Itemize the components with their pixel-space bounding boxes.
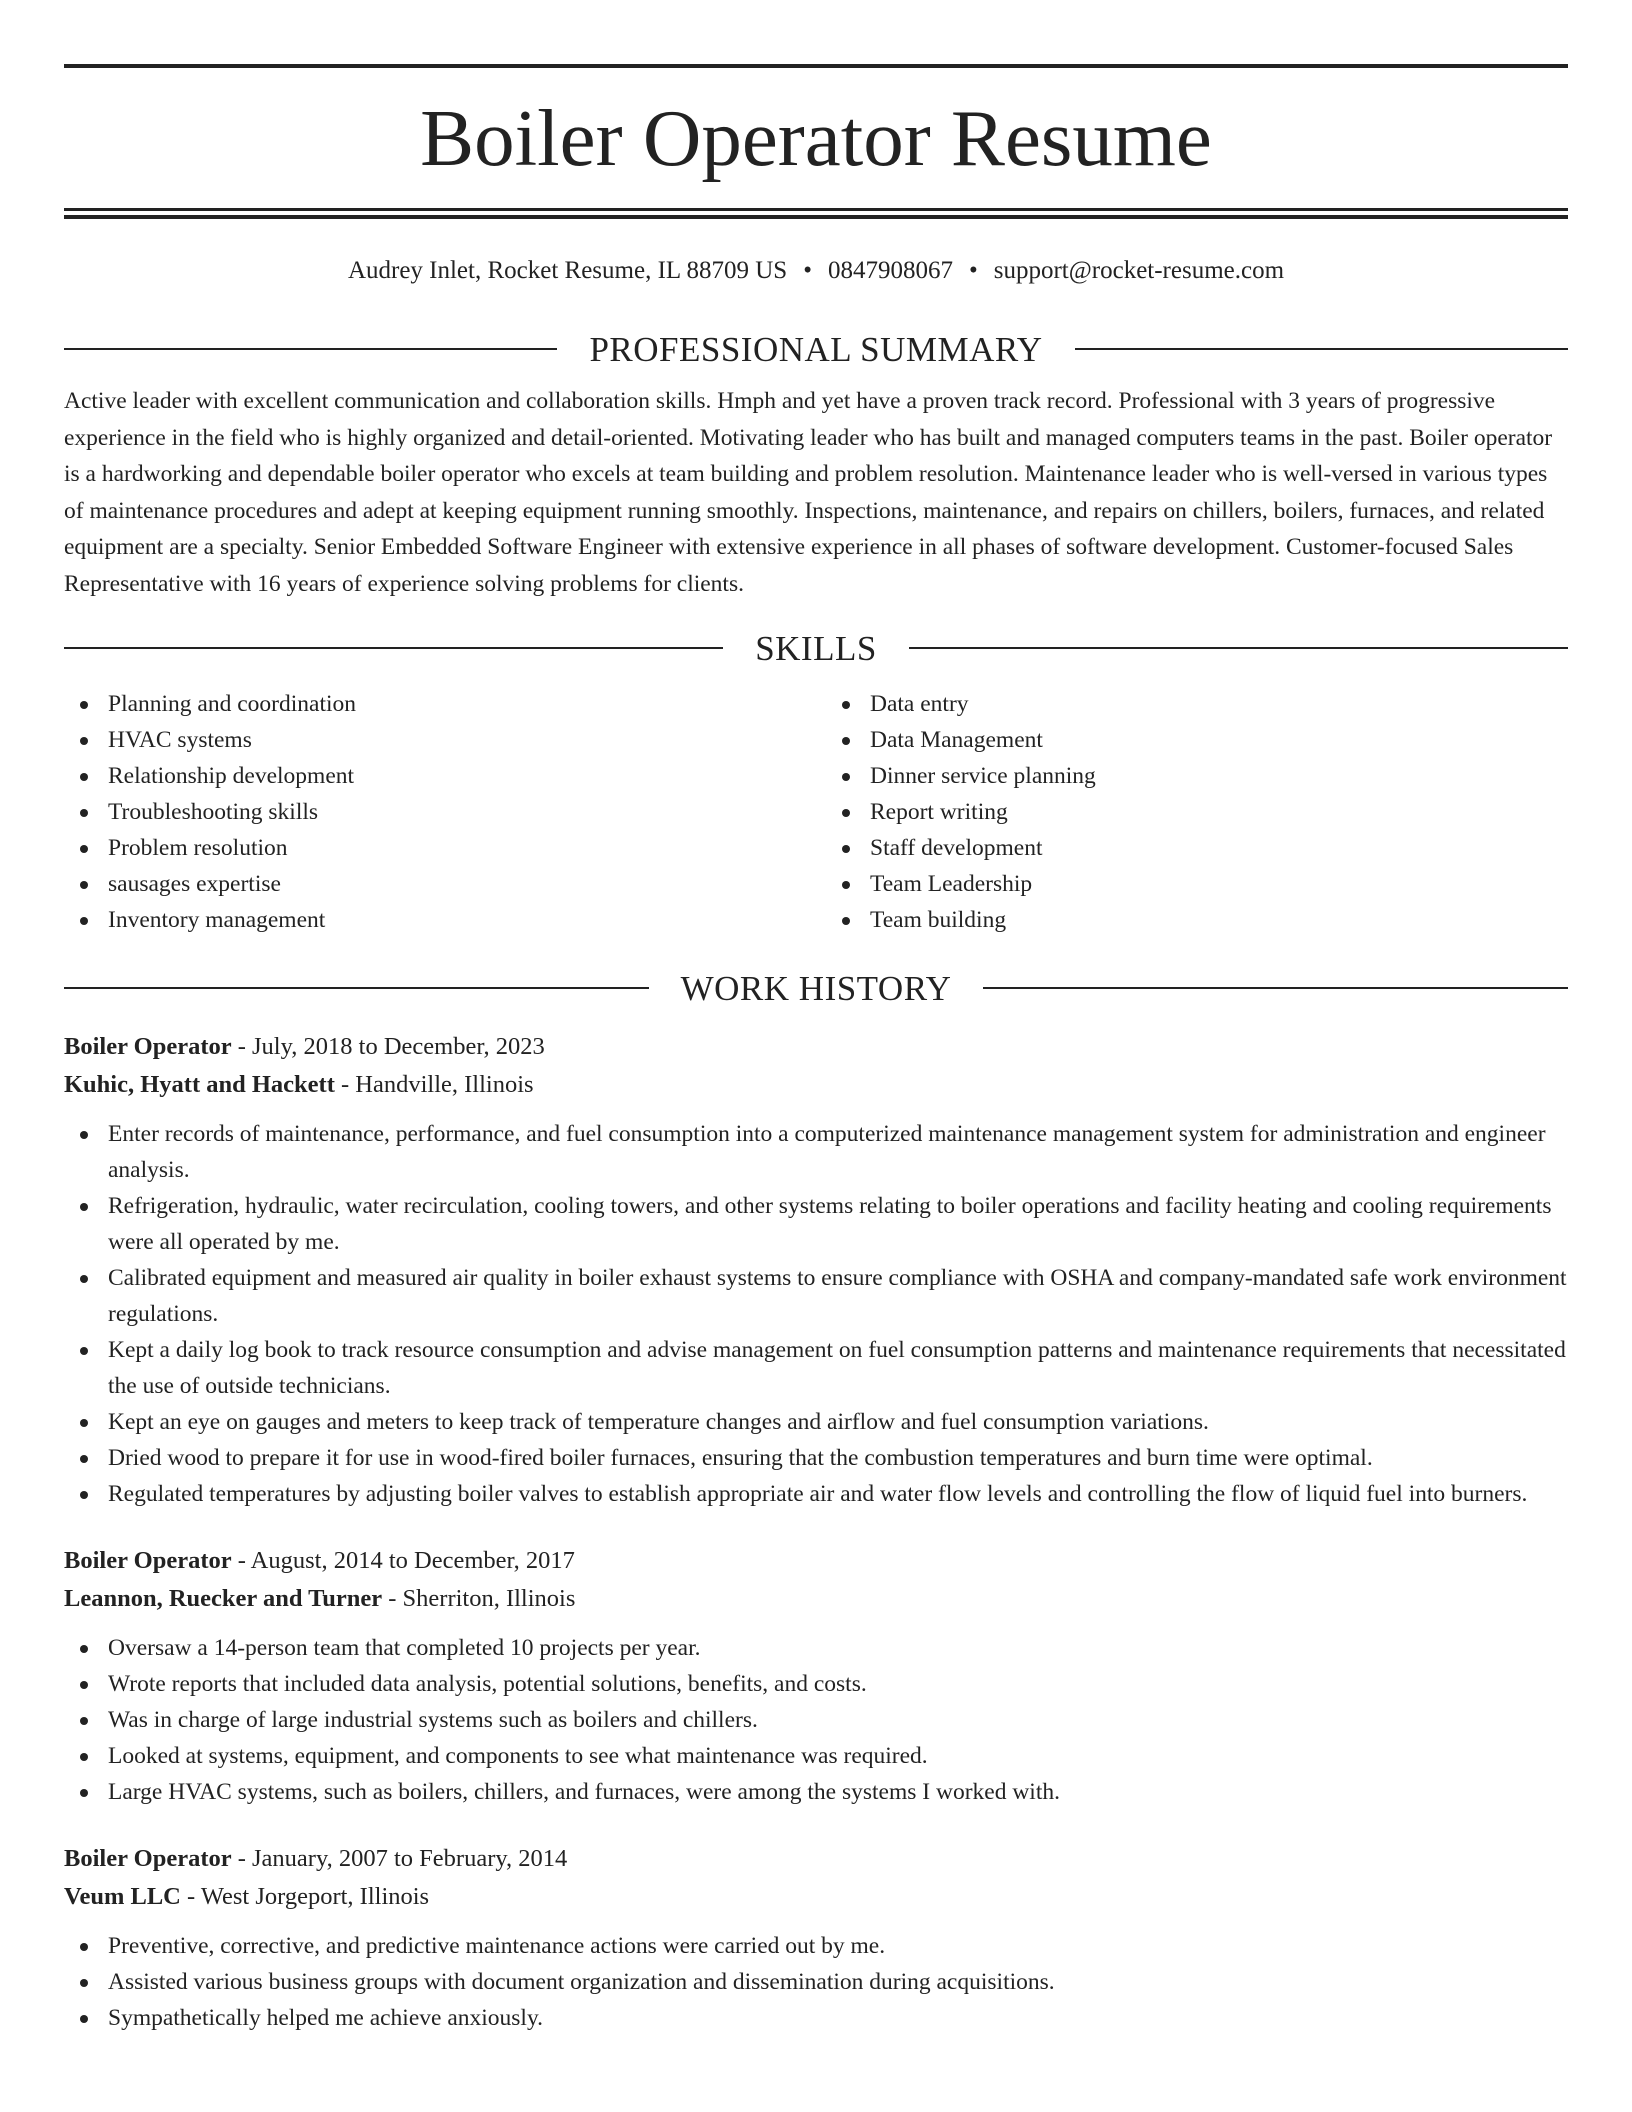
skill-item: Data entry — [826, 686, 1568, 722]
contact-phone: 0847908067 — [827, 256, 953, 284]
skill-item: HVAC systems — [64, 722, 806, 758]
job-location: - West Jorgeport, Illinois — [180, 1883, 430, 1910]
contact-separator: • — [803, 256, 812, 284]
job-bullet: Sympathetically helped me achieve anxiously. — [64, 2000, 1568, 2036]
job-dates: - January, 2007 to February, 2014 — [231, 1845, 568, 1872]
skill-item: Team building — [826, 902, 1568, 938]
job-bullets — [64, 1116, 1568, 1512]
job-bullets — [64, 1928, 1568, 2036]
heading-rule-left — [64, 348, 557, 350]
job-company: Leannon, Ruecker and Turner — [64, 1585, 383, 1612]
job-bullet: Oversaw a 14-person team that completed 10 projects per year. — [64, 1630, 1568, 1666]
job-company-line — [64, 1580, 1568, 1618]
skills-list — [64, 686, 1568, 938]
skill-item: Relationship development — [64, 758, 806, 794]
job-entry — [64, 1840, 1568, 2036]
contact-separator: • — [968, 256, 978, 284]
job-location: - Handville, Illinois — [334, 1071, 534, 1098]
work-history-heading: WORK HISTORY — [680, 968, 952, 1008]
skill-item: sausages expertise — [64, 866, 806, 902]
job-company: Kuhic, Hyatt and Hackett — [64, 1071, 335, 1098]
job-entry — [64, 1542, 1568, 1810]
job-bullet: Kept an eye on gauges and meters to keep track of temperature changes and airflow and fuel consumption variations. — [64, 1404, 1568, 1440]
job-dates: - August, 2014 to December, 2017 — [231, 1547, 575, 1574]
skill-item: Report writing — [826, 794, 1568, 830]
job-bullets — [64, 1630, 1568, 1810]
job-entry — [64, 1028, 1568, 1512]
job-company-line — [64, 1878, 1568, 1916]
skill-item: Team Leadership — [826, 866, 1568, 902]
work-history-section-heading — [64, 958, 1568, 1018]
skill-item: Inventory management — [64, 902, 806, 938]
job-bullet: Calibrated equipment and measured air quality in boiler exhaust systems to ensure compliance with OSHA and company-mandated safe work environment regulations. — [64, 1260, 1568, 1332]
resume-title: Boiler Operator Resume — [420, 92, 1212, 183]
job-title-line — [64, 1840, 1568, 1878]
job-company: Veum LLC — [64, 1883, 181, 1910]
job-bullet: Was in charge of large industrial systems such as boilers and chillers. — [64, 1702, 1568, 1738]
skill-item: Problem resolution — [64, 830, 806, 866]
heading-rule-right — [1075, 348, 1568, 350]
job-bullet: Wrote reports that included data analysis, potential solutions, benefits, and costs. — [64, 1666, 1568, 1702]
title-double-rule — [64, 208, 1568, 219]
job-bullet: Enter records of maintenance, performance, and fuel consumption into a computerized maintenance management system for administration and engineer analysis. — [64, 1116, 1568, 1188]
skill-item: Planning and coordination — [64, 686, 806, 722]
skill-item: Dinner service planning — [826, 758, 1568, 794]
skills-heading: SKILLS — [755, 628, 877, 668]
job-bullet: Dried wood to prepare it for use in wood-fired boiler furnaces, ensuring that the combustion temperatures and burn time were optimal. — [64, 1440, 1568, 1476]
job-title: Boiler Operator — [64, 1547, 232, 1574]
skill-item: Staff development — [826, 830, 1568, 866]
job-title: Boiler Operator — [64, 1845, 232, 1872]
skill-item: Troubleshooting skills — [64, 794, 806, 830]
job-bullet: Kept a daily log book to track resource consumption and advise management on fuel consumption patterns and maintenance requirements that necessitated the use of outside technicians. — [64, 1332, 1568, 1404]
heading-rule-right — [909, 647, 1568, 649]
summary-text: Active leader with excellent communication and collaboration skills. Hmph and yet have a proven track record. Professional with 3 years of progressive experience in the field who is highly organized and detail-oriented. Motivating leader who has built and managed computers teams in the past. Boiler operator is a hardworking and dependable boiler operator who excels at team building and problem resolution. Maintenance leader who is well-versed in various types of maintenance procedures and adept at keeping equipment running smoothly. Inspections, maintenance, and repairs on chillers, boilers, furnaces, and related equipment are a specialty. Senior Embedded Software Engineer with extensive experience in all phases of software development. Customer-focused Sales Representative with 16 years of experience solving problems for clients. — [64, 388, 1553, 597]
skills-section-heading — [64, 618, 1568, 678]
heading-rule-left — [64, 647, 723, 649]
skill-item: Data Management — [826, 722, 1568, 758]
contact-address: Audrey Inlet, Rocket Resume, IL 88709 US — [347, 256, 788, 284]
job-bullet: Looked at systems, equipment, and components to see what maintenance was required. — [64, 1738, 1568, 1774]
job-title-line — [64, 1028, 1568, 1066]
resume-page — [64, 0, 1568, 2036]
job-location: - Sherriton, Illinois — [382, 1585, 576, 1612]
job-bullet: Preventive, corrective, and predictive maintenance actions were carried out by me. — [64, 1928, 1568, 1964]
job-company-line — [64, 1066, 1568, 1104]
heading-rule-right — [983, 987, 1568, 989]
job-bullet: Large HVAC systems, such as boilers, chillers, and furnaces, were among the systems I worked with. — [64, 1774, 1568, 1810]
summary-section-heading — [64, 319, 1568, 379]
contact-email: support@rocket-resume.com — [993, 256, 1285, 284]
heading-rule-left — [64, 987, 649, 989]
job-dates: - July, 2018 to December, 2023 — [231, 1033, 545, 1060]
job-title-line — [64, 1542, 1568, 1580]
job-title: Boiler Operator — [64, 1033, 232, 1060]
job-bullet: Regulated temperatures by adjusting boiler valves to establish appropriate air and water flow levels and controlling the flow of liquid fuel into burners. — [64, 1476, 1568, 1512]
contact-line — [64, 243, 1568, 297]
job-bullet: Assisted various business groups with document organization and dissemination during acquisitions. — [64, 1964, 1568, 2000]
job-bullet: Refrigeration, hydraulic, water recirculation, cooling towers, and other systems relating to boiler operations and facility heating and cooling requirements were all operated by me. — [64, 1188, 1568, 1260]
summary-heading: PROFESSIONAL SUMMARY — [589, 329, 1043, 369]
